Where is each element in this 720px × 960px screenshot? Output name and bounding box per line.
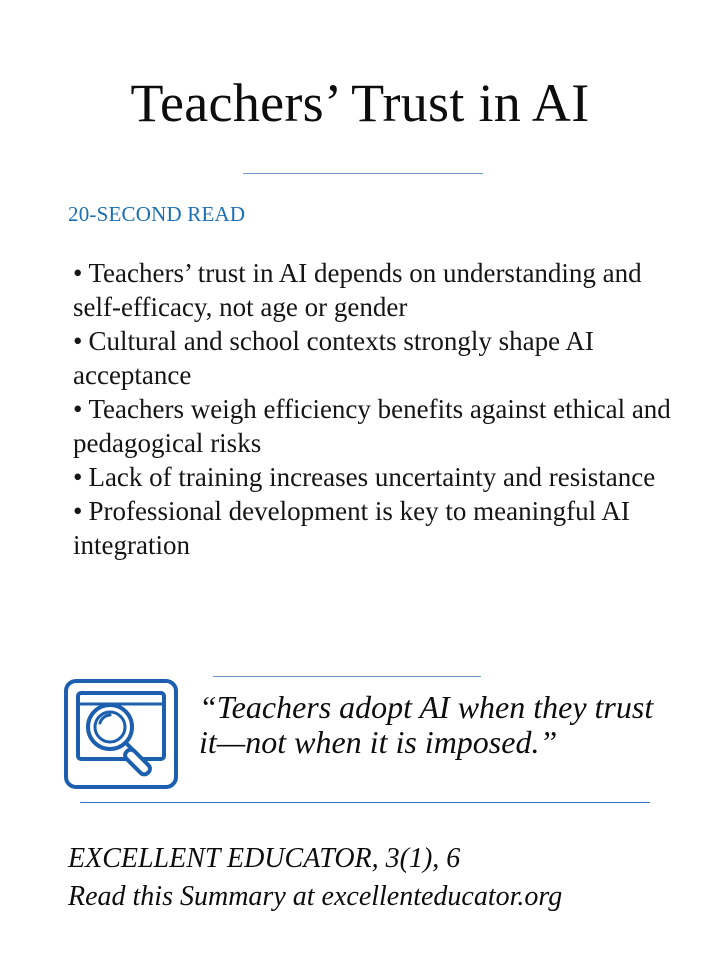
list-item — [73, 460, 673, 494]
footer-divider — [80, 802, 650, 803]
list-item — [73, 324, 673, 392]
title-divider — [243, 173, 483, 174]
bullet-text: Professional development is key to meaningful AI integration — [73, 496, 630, 560]
page-title: Teachers’ Trust in AI — [130, 73, 590, 133]
bullet-marker: • — [73, 326, 83, 356]
list-item — [73, 256, 673, 324]
bullet-text: Lack of training increases uncertainty and resistance — [88, 462, 656, 492]
magnifier-screen-icon — [64, 679, 178, 789]
bullet-marker: • — [73, 462, 83, 492]
list-item — [73, 494, 673, 562]
summary-link[interactable]: Read this Summary at excellenteducator.org — [68, 881, 563, 912]
bullet-marker: • — [73, 394, 83, 424]
bullet-marker: • — [73, 496, 83, 526]
journal-citation: EXCELLENT EDUCATOR, 3(1), 6 — [68, 843, 461, 874]
bullet-text: Teachers’ trust in AI depends on understanding and self-efficacy, not age or gender — [73, 258, 642, 322]
bullet-text: Teachers weigh efficiency benefits against ethical and pedagogical risks — [73, 394, 671, 458]
bullet-marker: • — [73, 258, 83, 288]
bullet-text: Cultural and school contexts strongly shape AI acceptance — [73, 326, 594, 390]
section-kicker: 20-SECOND READ — [68, 202, 246, 226]
summary-bullet-list — [73, 256, 673, 562]
pull-quote: “Teachers adopt AI when they trust it—not when it is imposed.” — [199, 689, 654, 760]
list-item — [73, 392, 673, 460]
quote-divider — [213, 676, 481, 677]
citation-block — [68, 840, 562, 916]
